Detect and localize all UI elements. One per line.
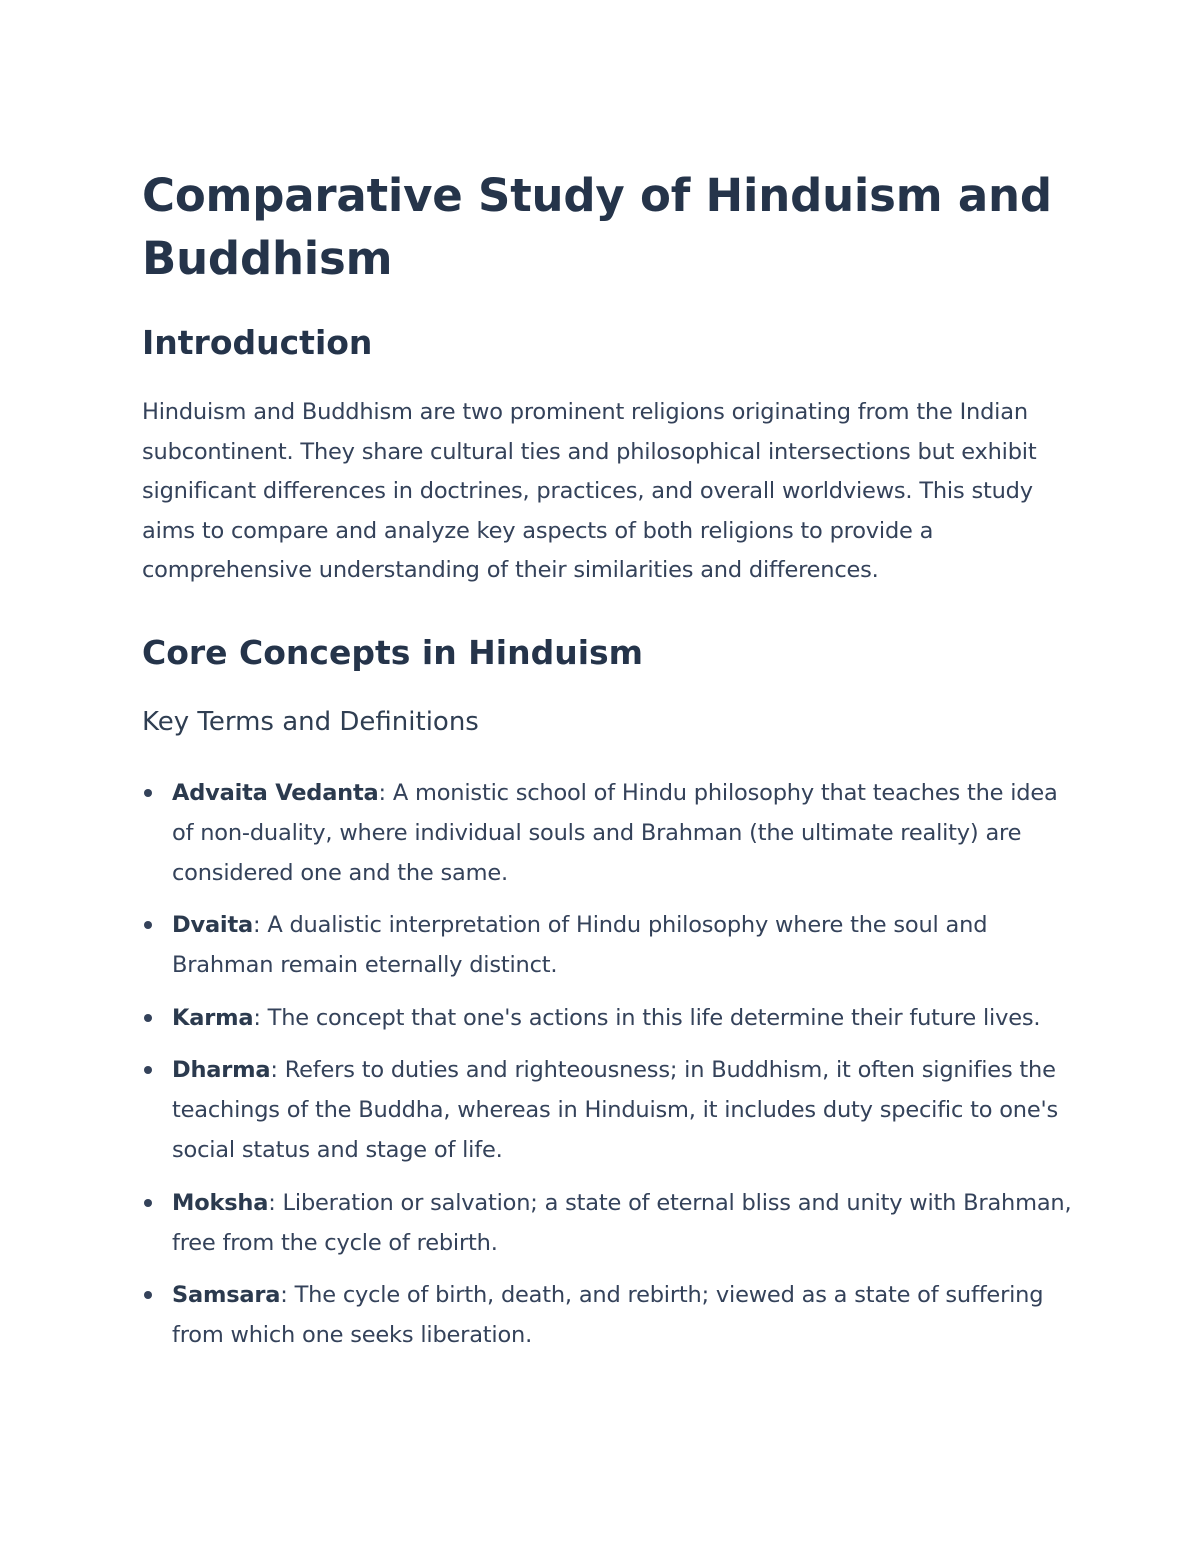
term-definition: : A monistic school of Hindu philosophy that teaches the idea of non-duality, where individual souls and Brahman (the ultimate reality) are considered one and the same. bbox=[172, 779, 1058, 886]
term-name: Moksha bbox=[172, 1189, 269, 1216]
bullet-icon bbox=[144, 1066, 152, 1074]
term-name: Samsara bbox=[172, 1282, 281, 1309]
key-terms-subheading: Key Terms and Definitions bbox=[142, 706, 479, 737]
core-concepts-heading: Core Concepts in Hinduism bbox=[142, 632, 644, 672]
bullet-icon bbox=[144, 789, 152, 797]
bullet-icon bbox=[144, 1014, 152, 1022]
term-name: Dvaita bbox=[172, 912, 253, 939]
document-page bbox=[142, 164, 1072, 1368]
term-definition: : Refers to duties and righteousness; in Buddhism, it often signifies the teachings of the Buddha, whereas in Hinduism, it includes duty specific to one's social status and stage of life. bbox=[172, 1057, 1059, 1164]
term-name: Dharma bbox=[172, 1057, 271, 1084]
introduction-heading: Introduction bbox=[142, 323, 373, 362]
bullet-icon bbox=[144, 1291, 152, 1299]
term-definition: : The cycle of birth, death, and rebirth; viewed as a state of suffering from which one seeks liberation. bbox=[172, 1282, 1044, 1349]
bullet-icon bbox=[144, 1199, 152, 1207]
introduction-paragraph: Hinduism and Buddhism are two prominent religions originating from the Indian subcontinent. They share cultural ties and philosophical intersections but exhibit significant differences in doctrines, practices, and overall worldviews. This study aims to compare and analyze key aspects of both religions to provide a comprehensive understanding of their similarities and differences. bbox=[142, 399, 1037, 584]
term-name: Advaita Vedanta bbox=[172, 779, 379, 806]
term-name: Karma bbox=[172, 1004, 254, 1031]
bullet-icon bbox=[144, 921, 152, 929]
list-item bbox=[142, 998, 1072, 1038]
term-definition: : The concept that one's actions in this life determine their future lives. bbox=[253, 1004, 1041, 1031]
term-definition: : A dualistic interpretation of Hindu philosophy where the soul and Brahman remain eternally distinct. bbox=[172, 912, 988, 979]
document-title: Comparative Study of Hinduism and Buddhism bbox=[142, 169, 1052, 285]
list-item bbox=[142, 773, 1072, 893]
term-definition: : Liberation or salvation; a state of eternal bliss and unity with Brahman, free from the cycle of rebirth. bbox=[172, 1189, 1072, 1256]
key-terms-list bbox=[142, 773, 1072, 1356]
list-item bbox=[142, 905, 1072, 985]
list-item bbox=[142, 1050, 1072, 1170]
list-item bbox=[142, 1183, 1072, 1263]
list-item bbox=[142, 1275, 1072, 1355]
